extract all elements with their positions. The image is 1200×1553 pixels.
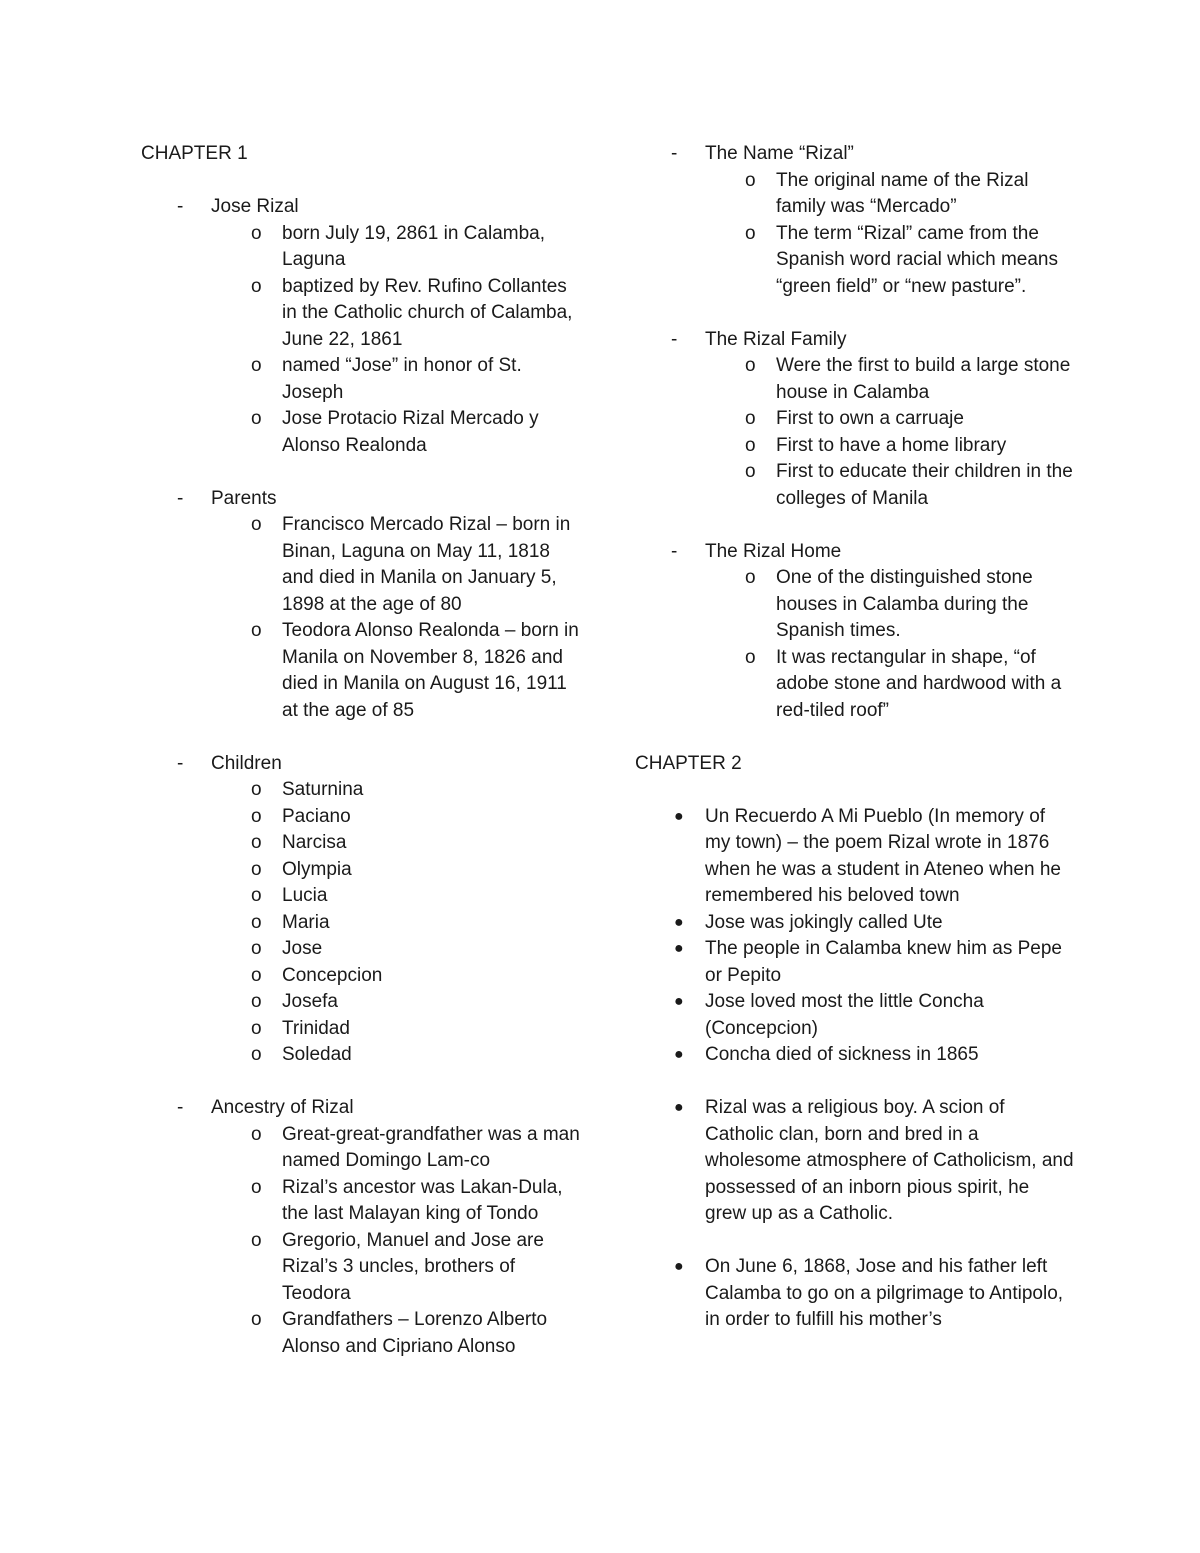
circle-marker: o (251, 911, 262, 933)
circle-marker: o (745, 567, 756, 588)
circle-marker: o (251, 832, 262, 853)
circle-marker: o (251, 1309, 262, 1330)
chapter-2-title: CHAPTER 2 (635, 752, 742, 774)
list-item: o named “Jose” in honor of St. Joseph (251, 355, 522, 403)
list-item: o First to have a home library (635, 433, 1075, 460)
right-column (635, 141, 1075, 1334)
chapter-1-title: CHAPTER 1 (141, 143, 248, 164)
list-item: ● Rizal was a religious boy. A scion of Catholic clan, born and bred in a wholesome atmosphere of Catholicism, and possessed of an inborn pious spirit, he grew up as a Catholic. (674, 1097, 1074, 1224)
dash-marker: - (671, 143, 678, 164)
list-item: o Francisco Mercado Rizal – born in Binan, Laguna on May 11, 1818 and died in Manila on January 5, 1898 at the age of 80 (251, 514, 571, 615)
section-parents (141, 486, 581, 513)
circle-marker: o (251, 858, 262, 880)
circle-marker: o (251, 1123, 262, 1145)
left-column (141, 141, 581, 1360)
list-item: o Olympia (141, 857, 581, 884)
dash-marker: - (177, 196, 184, 217)
bullet-marker: ● (674, 1099, 684, 1116)
circle-marker: o (251, 805, 262, 827)
list-item: o Rizal’s ancestor was Lakan-Dula, the last Malayan king of Tondo (251, 1176, 563, 1224)
list-item: o Paciano (141, 804, 581, 831)
circle-marker: o (745, 408, 756, 429)
circle-marker: o (745, 646, 756, 668)
list-item: o Josefa (141, 989, 581, 1016)
circle-marker: o (251, 779, 262, 800)
section-heading: The Rizal Home (705, 540, 842, 562)
children-list (141, 777, 581, 1069)
list-item: o Teodora Alonso Realonda – born in Manila on November 8, 1826 and died in Manila on August 16, 1911 at the age of 85 (251, 620, 579, 721)
dash-marker: - (177, 752, 184, 774)
list-item: o First to educate their children in the colleges of Manila (745, 461, 1073, 509)
list-item: o Narcisa (141, 830, 581, 857)
circle-marker: o (251, 991, 262, 1012)
section-jose-rizal (141, 194, 581, 221)
bullet-marker: ● (674, 1046, 684, 1063)
section-heading: The Rizal Family (705, 328, 847, 350)
list-item: o Saturnina (141, 777, 581, 804)
section-heading: Parents (211, 487, 277, 509)
section-heading: The Name “Rizal” (705, 143, 854, 164)
section-rizal-family (635, 327, 1075, 354)
circle-marker: o (251, 355, 262, 376)
circle-marker: o (745, 222, 756, 244)
list-item: o First to own a carruaje (635, 406, 1075, 433)
section-rizal-home (635, 539, 1075, 566)
circle-marker: o (745, 355, 756, 376)
list-item: o baptized by Rev. Rufino Collantes in the Catholic church of Calamba, June 22, 1861 (251, 275, 573, 350)
rizal-home-list (635, 565, 1075, 724)
list-item: o Gregorio, Manuel and Jose are Rizal’s 3 uncles, brothers of Teodora (251, 1229, 544, 1304)
list-item: o The term “Rizal” came from the Spanish word racial which means “green field” or “new pasture”. (745, 222, 1058, 297)
section-heading: Children (211, 752, 282, 774)
list-item: ● On June 6, 1868, Jose and his father left Calamba to go on a pilgrimage to Antipolo, in order to fulfill his mother’s (674, 1256, 1064, 1330)
section-name-rizal (635, 141, 1075, 168)
name-rizal-list (635, 168, 1075, 301)
list-item: o Were the first to build a large stone house in Calamba (745, 355, 1071, 403)
bullet-marker: ● (674, 1258, 684, 1275)
chapter-2-bullets-1 (635, 804, 1075, 1069)
circle-marker: o (251, 938, 262, 959)
section-heading: Jose Rizal (211, 196, 299, 217)
list-item: o The original name of the Rizal family was “Mercado” (745, 169, 1029, 217)
list-item: o Concepcion (141, 963, 581, 990)
circle-marker: o (251, 408, 262, 429)
dash-marker: - (177, 1097, 184, 1118)
circle-marker: o (251, 964, 262, 986)
circle-marker: o (251, 275, 262, 297)
circle-marker: o (251, 1044, 262, 1065)
circle-marker: o (745, 169, 756, 191)
list-item: o Great-great-grandfather was a man named Domingo Lam-co (251, 1123, 580, 1171)
list-item: o Jose Protacio Rizal Mercado y Alonso Realonda (251, 408, 539, 456)
bullet-marker: ● (674, 993, 684, 1010)
circle-marker: o (251, 1017, 262, 1039)
list-item: o Trinidad (141, 1016, 581, 1043)
rizal-family-list (635, 353, 1075, 512)
circle-marker: o (251, 885, 262, 906)
jose-rizal-list (141, 221, 581, 460)
bullet-marker: ● (674, 807, 684, 825)
circle-marker: o (251, 620, 262, 641)
parents-list (141, 512, 581, 724)
list-item: o One of the distinguished stone houses in Calamba during the Spanish times. (745, 567, 1033, 641)
list-item: o It was rectangular in shape, “of adobe stone and hardwood with a red-tiled roof” (745, 646, 1062, 721)
circle-marker: o (251, 1229, 262, 1251)
section-children (141, 751, 581, 778)
bullet-marker: ● (674, 940, 684, 957)
circle-marker: o (251, 1176, 262, 1198)
chapter-2-bullets-3 (635, 1254, 1075, 1334)
dash-marker: - (671, 540, 678, 562)
circle-marker: o (251, 514, 262, 535)
circle-marker: o (251, 222, 262, 244)
list-item: ● Jose was jokingly called Ute (635, 910, 1075, 937)
dash-marker: - (177, 487, 184, 509)
dash-marker: - (671, 328, 678, 350)
list-item: ● The people in Calamba knew him as Pepe or Pepito (674, 938, 1062, 986)
list-item: o born July 19, 2861 in Calamba, Laguna (251, 222, 545, 270)
chapter-2-bullets-2 (635, 1095, 1075, 1228)
list-item: o Soledad (141, 1042, 581, 1069)
ancestry-list (141, 1122, 581, 1361)
section-ancestry (141, 1095, 581, 1122)
section-heading: Ancestry of Rizal (211, 1097, 354, 1118)
list-item: o Lucia (141, 883, 581, 910)
list-item: o Jose (141, 936, 581, 963)
list-item: ● Jose loved most the little Concha (Concepcion) (674, 991, 984, 1039)
circle-marker: o (745, 461, 756, 482)
list-item: o Maria (141, 910, 581, 937)
list-item: o Grandfathers – Lorenzo Alberto Alonso and Cipriano Alonso (251, 1309, 548, 1357)
list-item: ● Concha died of sickness in 1865 (635, 1042, 1075, 1069)
circle-marker: o (745, 434, 756, 456)
list-item: ● Un Recuerdo A Mi Pueblo (In memory of my town) – the poem Rizal wrote in 1876 when he was a student in Ateneo when he remembered his beloved town (674, 805, 1061, 906)
bullet-marker: ● (674, 913, 684, 931)
